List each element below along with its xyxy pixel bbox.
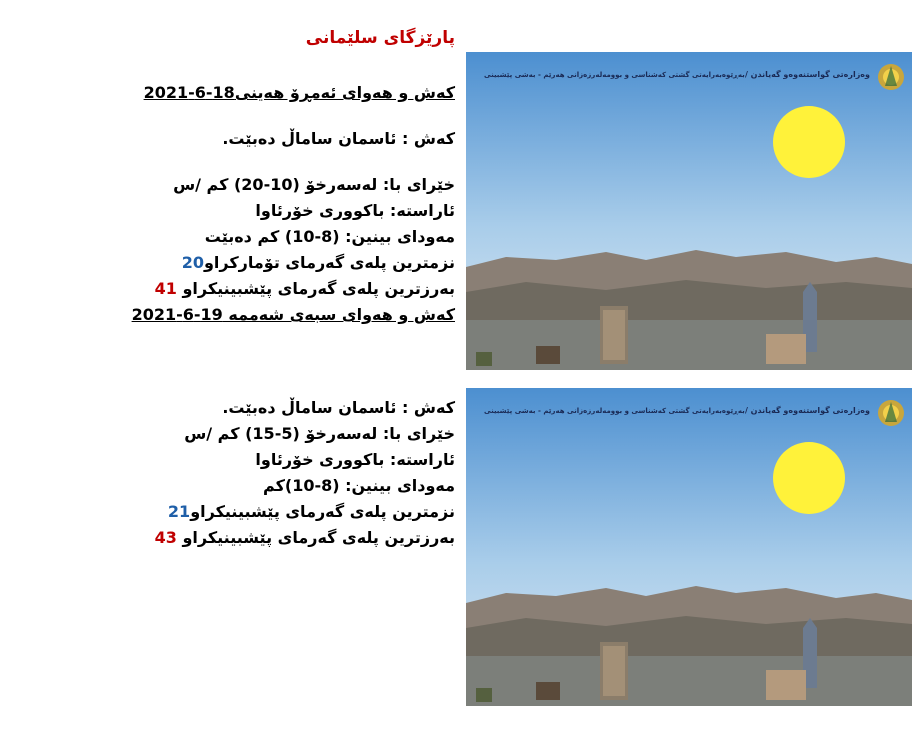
weather-photo-today xyxy=(466,52,912,370)
forecast-today xyxy=(100,80,455,328)
ministry-banner xyxy=(466,388,912,440)
tomorrow-wind: خێرای با: لەسەرخۆ (5-15) کم /س xyxy=(184,424,455,443)
tomorrow-header: کەش و هەوای سبەی شەممە 19-6-2021 xyxy=(131,305,455,324)
emblem-icon xyxy=(876,396,906,430)
weather-photo-tomorrow xyxy=(466,388,912,706)
tomorrow-max-value: 43 xyxy=(154,528,177,547)
banner-ministry: وەزارەتی گواستنەوەو گەیاندن / xyxy=(744,406,870,415)
tomorrow-min-value: 21 xyxy=(167,502,191,521)
banner-ministry: وەزارەتی گواستنەوەو گەیاندن / xyxy=(744,70,870,79)
today-header: کەش و هەوای ئەمڕۆ هەینی18-6-2021 xyxy=(143,83,455,102)
today-max-label: بەرزترین پلەی گەرمای پێشبینیکراو xyxy=(182,279,455,298)
emblem-icon xyxy=(876,60,906,94)
tomorrow-direction: ئاراستە: باکووری خۆرئاوا xyxy=(255,450,455,469)
forecast-tomorrow xyxy=(100,395,455,551)
banner-department: بەڕێوەبەرایەتی گشتی کەشناسی و بوومەلەرزەزانی هەرێم - بەشی پێشبینی xyxy=(484,407,745,415)
today-max-temp xyxy=(100,276,455,302)
today-wind: خێرای با: لەسەرخۆ (10-20) کم /س xyxy=(173,175,455,194)
today-min-value: 20 xyxy=(181,253,204,272)
page-title: پارێزگای سلێمانی xyxy=(305,28,455,48)
today-max-value: 41 xyxy=(154,279,177,298)
banner-department: بەڕێوەبەرایەتی گشتی کەشناسی و بوومەلەرزەزانی هەرێم - بەشی پێشبینی xyxy=(484,71,745,79)
tomorrow-sky: کەش : ئاسمان ساماڵ دەبێت. xyxy=(222,398,455,417)
ministry-banner xyxy=(466,52,912,104)
today-direction: ئاراستە: باکووری خۆرئاوا xyxy=(255,201,455,220)
sun-icon xyxy=(773,106,845,178)
tomorrow-visibility: مەودای بینین: (8-10)کم xyxy=(263,476,455,495)
tomorrow-max-label: بەرزترین پلەی گەرمای پێشبینیکراو xyxy=(182,528,455,547)
today-visibility: مەودای بینین: (8-10) کم دەبێت xyxy=(204,227,455,246)
today-min-temp xyxy=(100,250,455,276)
tomorrow-min-label: نزمترین پلەی گەرمای پێشبینیکراو xyxy=(190,502,455,521)
today-min-label: نزمترین پلەی گەرمای تۆمارکراو xyxy=(203,253,455,272)
sun-icon xyxy=(773,442,845,514)
tomorrow-max-temp xyxy=(100,525,455,551)
today-sky: کەش : ئاسمان ساماڵ دەبێت. xyxy=(222,129,455,148)
tomorrow-min-temp xyxy=(100,499,455,525)
